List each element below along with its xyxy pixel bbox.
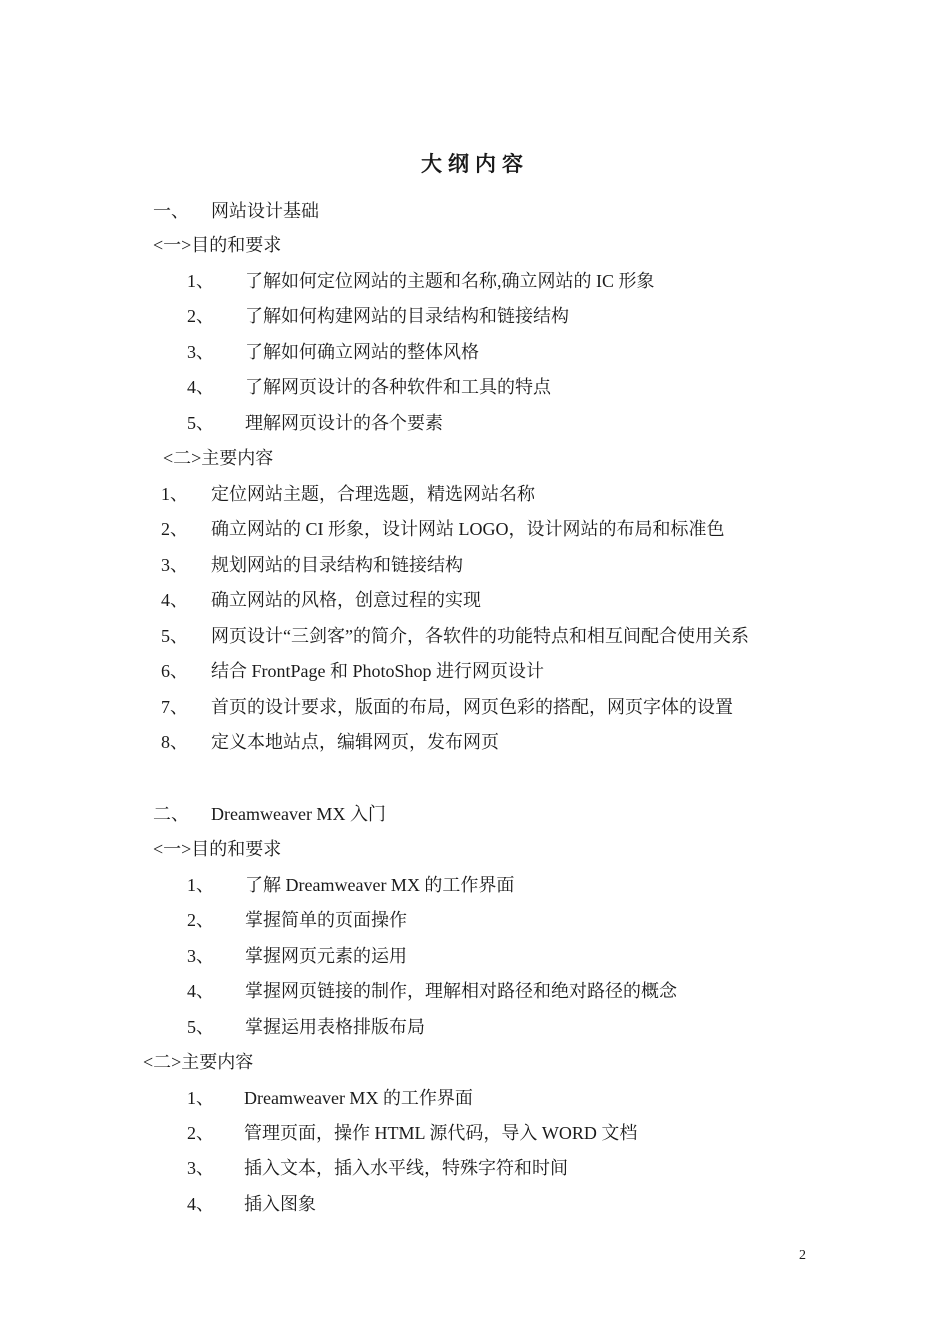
subsection-heading: <二>主要内容 xyxy=(163,448,274,468)
item-number: 8、 xyxy=(161,732,188,752)
item-number: 1、 xyxy=(187,1088,214,1108)
item-text: 了解网页设计的各种软件和工具的特点 xyxy=(245,377,551,397)
item-number: 4、 xyxy=(161,590,188,610)
item-number: 1、 xyxy=(187,271,214,291)
item-text: 掌握网页元素的运用 xyxy=(245,946,407,966)
item-text: 定位网站主题，合理选题，精选网站名称 xyxy=(211,484,535,504)
item-text: 了解如何构建网站的目录结构和链接结构 xyxy=(245,306,569,326)
item-number: 2、 xyxy=(161,519,188,539)
item-text: 网页设计“三剑客”的简介，各软件的功能特点和相互间配合使用关系 xyxy=(211,626,749,646)
item-number: 2、 xyxy=(187,1123,214,1143)
item-number: 5、 xyxy=(187,413,214,433)
item-text: 确立网站的风格，创意过程的实现 xyxy=(211,590,481,610)
page-number: 2 xyxy=(799,1248,806,1263)
item-number: 3、 xyxy=(187,946,214,966)
item-number: 7、 xyxy=(161,697,188,717)
item-number: 5、 xyxy=(161,626,188,646)
item-number: 1、 xyxy=(187,875,214,895)
subsection-heading: <二>主要内容 xyxy=(143,1052,254,1072)
item-text: 确立网站的 CI 形象，设计网站 LOGO，设计网站的布局和标准色 xyxy=(211,519,725,539)
item-text: 理解网页设计的各个要素 xyxy=(245,413,443,433)
section-title: 网站设计基础 xyxy=(211,201,319,221)
item-text: 定义本地站点，编辑网页，发布网页 xyxy=(211,732,499,752)
item-number: 2、 xyxy=(187,910,214,930)
item-text: 管理页面，操作 HTML 源代码，导入 WORD 文档 xyxy=(244,1123,638,1143)
subsection-heading: <一>目的和要求 xyxy=(153,839,282,859)
item-number: 4、 xyxy=(187,377,214,397)
item-text: 掌握简单的页面操作 xyxy=(245,910,407,930)
item-text: 了解如何定位网站的主题和名称,确立网站的 IC 形象 xyxy=(245,271,655,291)
subsection-heading: <一>目的和要求 xyxy=(153,235,282,255)
item-number: 3、 xyxy=(187,342,214,362)
item-text: 掌握运用表格排版布局 xyxy=(245,1017,425,1037)
item-number: 4、 xyxy=(187,981,214,1001)
item-text: 掌握网页链接的制作，理解相对路径和绝对路径的概念 xyxy=(245,981,677,1001)
item-number: 3、 xyxy=(187,1158,214,1178)
item-number: 5、 xyxy=(187,1017,214,1037)
item-text: 首页的设计要求，版面的布局，网页色彩的搭配，网页字体的设置 xyxy=(211,697,733,717)
item-text: 结合 FrontPage 和 PhotoShop 进行网页设计 xyxy=(211,661,545,681)
item-text: 了解 Dreamweaver MX 的工作界面 xyxy=(245,875,515,895)
item-number: 4、 xyxy=(187,1194,214,1214)
section-number: 一、 xyxy=(153,201,189,221)
item-text: 规划网站的目录结构和链接结构 xyxy=(211,555,463,575)
item-text: 了解如何确立网站的整体风格 xyxy=(245,342,479,362)
section-number: 二、 xyxy=(153,804,189,824)
section-title: Dreamweaver MX 入门 xyxy=(211,804,386,824)
item-number: 6、 xyxy=(161,661,188,681)
item-text: Dreamweaver MX 的工作界面 xyxy=(244,1088,473,1108)
page-title: 大纲内容 xyxy=(421,152,529,176)
item-number: 1、 xyxy=(161,484,188,504)
item-text: 插入图象 xyxy=(244,1194,316,1214)
item-number: 3、 xyxy=(161,555,188,575)
item-number: 2、 xyxy=(187,306,214,326)
item-text: 插入文本，插入水平线，特殊字符和时间 xyxy=(244,1158,568,1178)
